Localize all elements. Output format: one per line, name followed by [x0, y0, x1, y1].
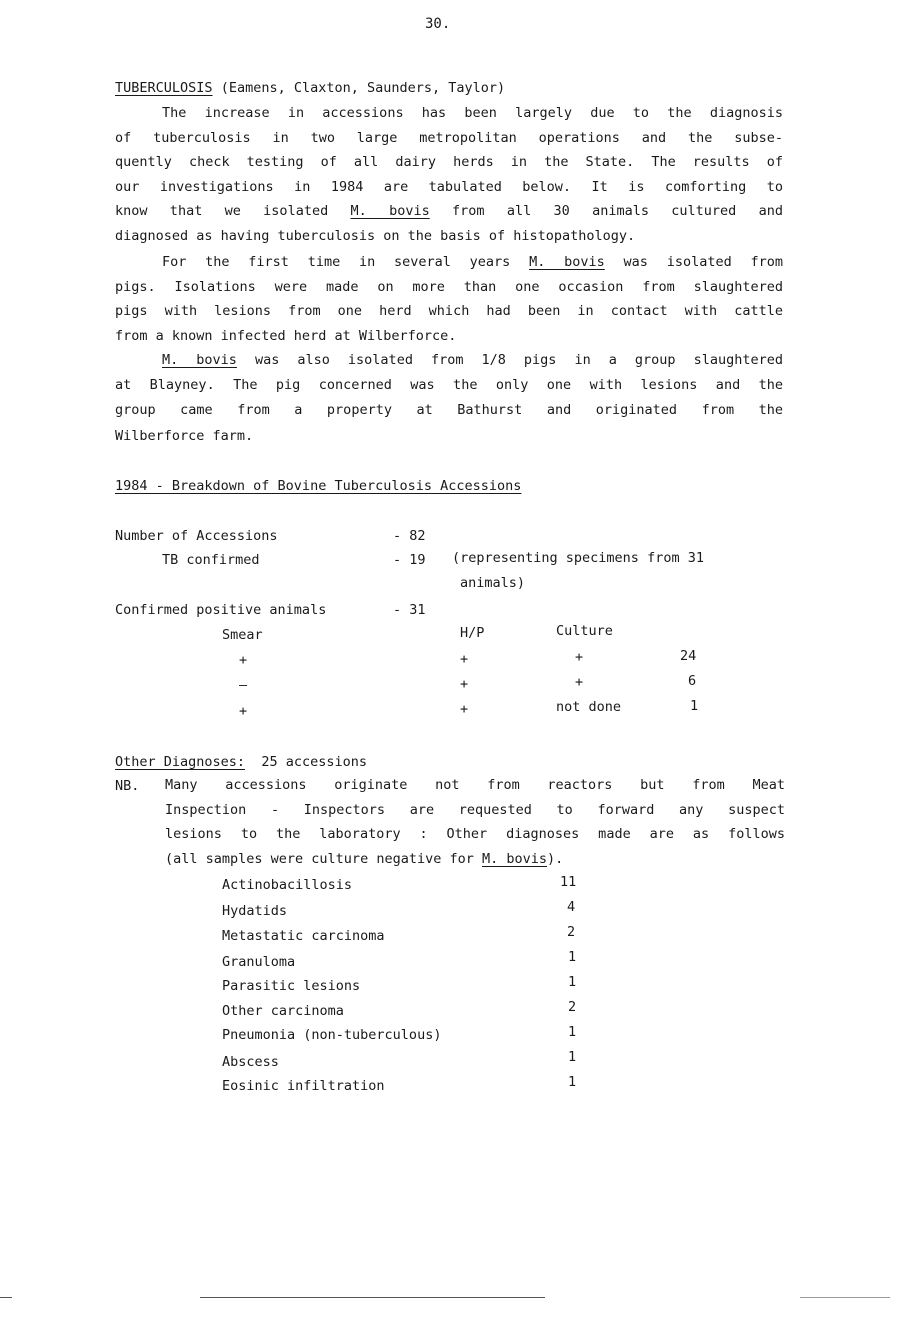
- diagnosis-name: Actinobacillosis: [222, 877, 353, 893]
- paragraph-line: at Blayney. The pig concerned was the only one with lesions and the: [115, 377, 783, 393]
- paragraph-line: diagnosed as having tuberculosis on the basis of histopathology.: [115, 228, 636, 244]
- accessions-label: Number of Accessions: [115, 528, 278, 544]
- text-run: was also isolated from 1/8 pigs in a group slaughtered: [254, 352, 783, 368]
- diagnosis-name: Other carcinoma: [222, 1003, 344, 1019]
- diagnosis-count: 11: [560, 874, 577, 890]
- column-header-culture: Culture: [556, 623, 613, 639]
- positive-animals-label: Confirmed positive animals: [115, 602, 327, 618]
- other-diagnoses-heading: [115, 754, 367, 770]
- nb-line: [165, 851, 563, 867]
- nb-line: Many accessions originate not from reactors but from Meat: [165, 777, 785, 793]
- diagnosis-count: 1: [568, 1074, 577, 1090]
- diagnosis-name: Abscess: [222, 1054, 279, 1070]
- cell-culture: +: [575, 674, 584, 690]
- text-run: For the first time in several years: [162, 254, 511, 270]
- paragraph-line: pigs with lesions from one herd which had been in contact with cattle: [115, 303, 783, 319]
- tb-confirmed-label: TB confirmed: [162, 552, 260, 568]
- scan-artifact-line: [200, 1297, 545, 1298]
- page-number: 30.: [425, 16, 451, 32]
- cell-count: 6: [688, 673, 697, 689]
- accessions-value: - 82: [393, 528, 426, 544]
- paragraph-line: our investigations in 1984 are tabulated below. It is comforting to: [115, 179, 783, 195]
- tb-confirmed-note: (representing specimens from 31: [452, 550, 704, 566]
- diagnosis-name: Hydatids: [222, 903, 288, 919]
- paragraph-line: Wilberforce farm.: [115, 428, 254, 444]
- nb-line: lesions to the laboratory : Other diagnoses made are as follows: [165, 826, 785, 842]
- diagnosis-count: 2: [568, 999, 577, 1015]
- scan-artifact-line: [800, 1297, 890, 1298]
- cell-count: 24: [680, 648, 697, 664]
- diagnosis-name: Eosinic infiltration: [222, 1078, 385, 1094]
- species-name: M. bovis: [529, 254, 605, 270]
- species-name: M. bovis: [350, 203, 430, 219]
- text-run: from all 30 animals cultured and: [452, 203, 783, 219]
- paragraph-line: quently check testing of all dairy herds in the State. The results of: [115, 154, 783, 170]
- paragraph-line: of tuberculosis in two large metropolitan operations and the subse-: [115, 130, 783, 146]
- cell-culture: not done: [556, 699, 622, 715]
- text-run: (all samples were culture negative for: [165, 851, 474, 867]
- diagnosis-name: Granuloma: [222, 954, 296, 970]
- section-title: TUBERCULOSIS: [115, 80, 213, 96]
- section-authors: (Eamens, Claxton, Saunders, Taylor): [220, 80, 506, 96]
- cell-smear: –: [239, 677, 248, 693]
- tb-confirmed-value: - 19: [393, 552, 426, 568]
- other-diagnoses-label: Other Diagnoses:: [115, 754, 246, 770]
- section-heading: [115, 80, 505, 96]
- diagnosis-count: 1: [568, 1049, 577, 1065]
- paragraph-line: The increase in accessions has been largely due to the diagnosis: [162, 105, 783, 121]
- cell-hp: +: [460, 676, 469, 692]
- cell-culture: +: [575, 649, 584, 665]
- diagnosis-count: 1: [568, 949, 577, 965]
- species-name: M. bovis: [162, 352, 237, 368]
- paragraph-line: from a known infected herd at Wilberforce.: [115, 328, 457, 344]
- diagnosis-name: Pneumonia (non-tuberculous): [222, 1027, 442, 1043]
- diagnosis-name: Metastatic carcinoma: [222, 928, 385, 944]
- other-diagnoses-value: 25 accessions: [261, 754, 367, 770]
- diagnosis-count: 4: [567, 899, 576, 915]
- paragraph-line: pigs. Isolations were made on more than one occasion from slaughtered: [115, 279, 783, 295]
- cell-hp: +: [460, 701, 469, 717]
- text-run: ).: [547, 851, 564, 867]
- cell-smear: +: [239, 652, 248, 668]
- paragraph-line: group came from a property at Bathurst and originated from the: [115, 402, 783, 418]
- nb-line: Inspection - Inspectors are requested to forward any suspect: [165, 802, 785, 818]
- scan-artifact-line: [0, 1297, 12, 1298]
- cell-smear: +: [239, 703, 248, 719]
- cell-hp: +: [460, 651, 469, 667]
- diagnosis-count: 2: [567, 924, 576, 940]
- diagnosis-name: Parasitic lesions: [222, 978, 361, 994]
- cell-count: 1: [690, 698, 699, 714]
- diagnosis-count: 1: [568, 1024, 577, 1040]
- species-name: M. bovis: [482, 851, 548, 867]
- nb-label: NB.: [115, 778, 140, 794]
- diagnosis-count: 1: [568, 974, 577, 990]
- breakdown-heading: 1984 - Breakdown of Bovine Tuberculosis Accessions: [115, 478, 522, 494]
- text-run: was isolated from: [623, 254, 783, 270]
- paragraph-line: [162, 352, 783, 368]
- column-header-hp: H/P: [460, 625, 485, 641]
- column-header-smear: Smear: [222, 627, 263, 643]
- text-run: know that we isolated: [115, 203, 329, 219]
- tb-confirmed-note: animals): [460, 575, 526, 591]
- paragraph-line: [162, 254, 783, 270]
- positive-animals-value: - 31: [393, 602, 426, 618]
- paragraph-line: [115, 203, 783, 219]
